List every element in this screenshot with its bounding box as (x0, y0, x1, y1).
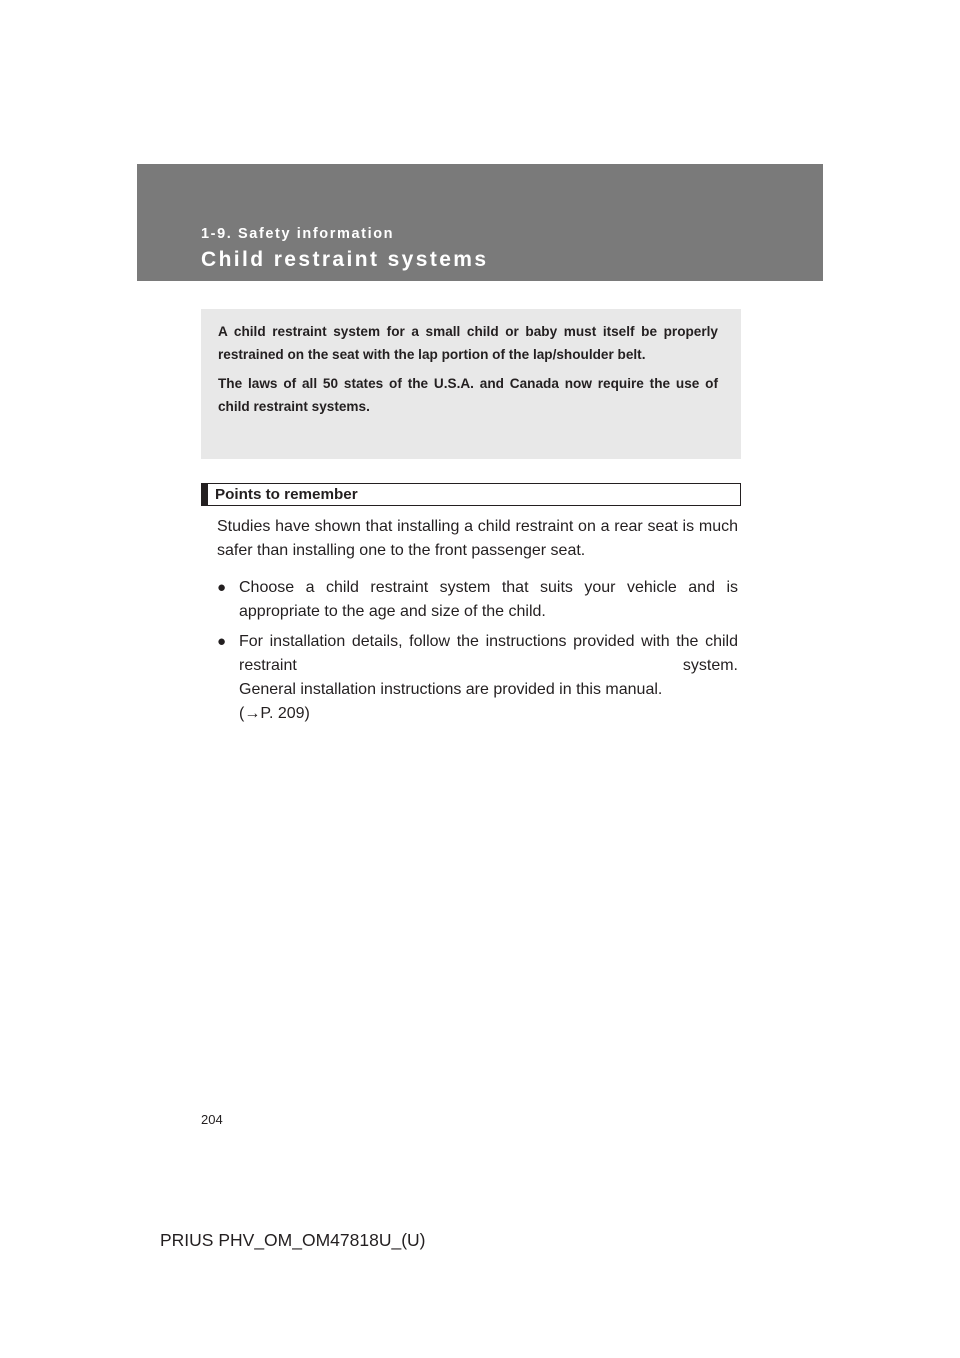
bullet-icon: ● (217, 579, 227, 596)
page-reference-link[interactable]: (→P. 209) (239, 705, 310, 722)
document-code: PRIUS PHV_OM_OM47818U_(U) (160, 1230, 426, 1250)
body-paragraph: Studies have shown that installing a child restraint on a rear seat is much safer than installing one to the front passenger seat. (217, 518, 738, 559)
intro-box (201, 309, 741, 459)
bullet-item (217, 576, 738, 624)
intro-paragraph: The laws of all 50 states of the U.S.A. and Canada now require the use of child restraint systems. (218, 376, 718, 414)
bullet-text (239, 630, 738, 726)
header-band (137, 164, 823, 281)
page-number: 204 (201, 1112, 223, 1127)
section-label: 1-9. Safety information (201, 226, 395, 242)
bullet-text-line: General installation instructions are provided in this manual. (239, 681, 663, 698)
section-heading: Points to remember (201, 483, 741, 506)
page-title: Child restraint systems (201, 248, 489, 271)
bullet-text: Choose a child restraint system that suits your vehicle and is appropriate to the age and size of the child. (239, 579, 738, 620)
bullet-icon: ● (217, 633, 227, 650)
intro-paragraph: A child restraint system for a small child or baby must itself be properly restrained on the seat with the lap portion of the lap/shoulder belt. (218, 324, 718, 362)
bullet-text-line: For installation details, follow the instructions provided with the child restraint system. (239, 633, 738, 674)
bullet-item (217, 630, 738, 726)
